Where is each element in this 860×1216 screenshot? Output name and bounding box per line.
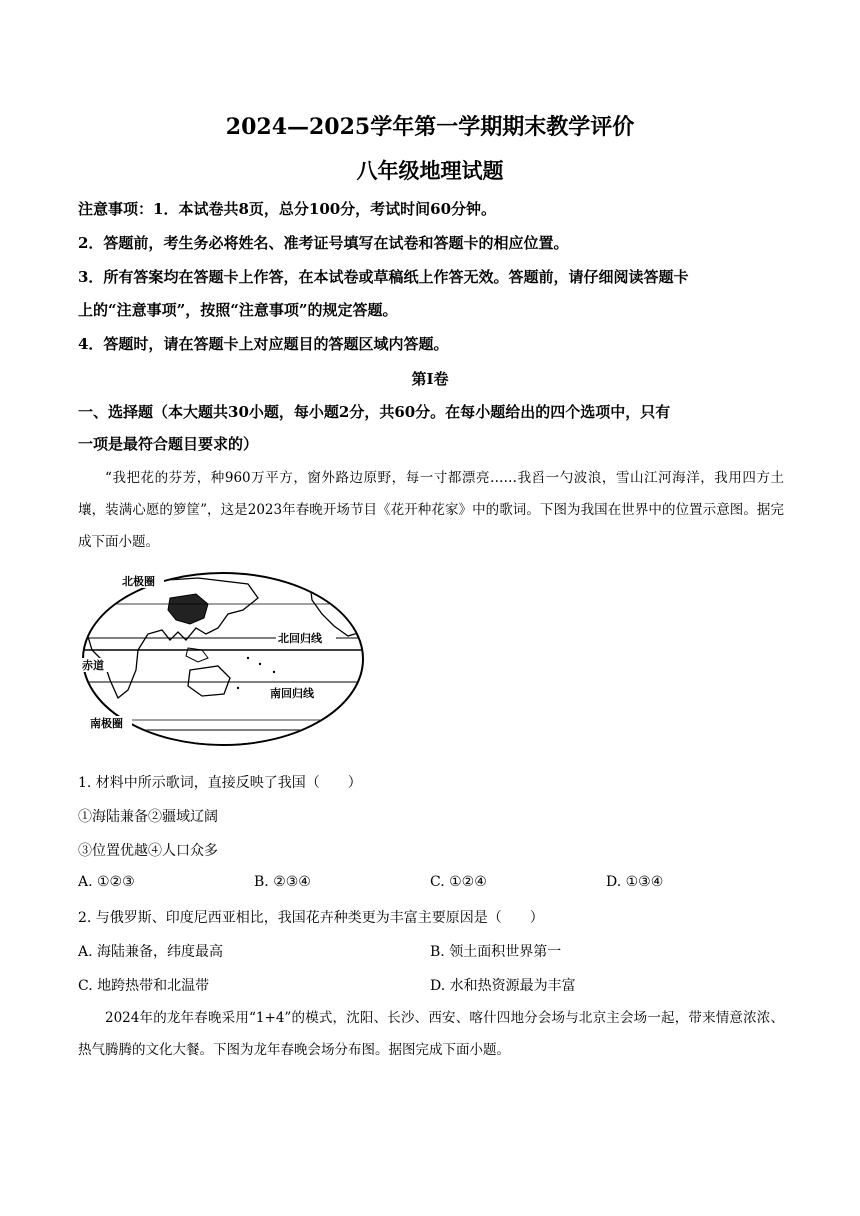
exam-title: 2024—2025学年第一学期期末教学评价 xyxy=(225,114,635,140)
question-1-stem: 1. 材料中所示歌词，直接反映了我国（ ） xyxy=(78,775,362,791)
note-1: 注意事项：1．本试卷共8页，总分100分，考试时间60分钟。 xyxy=(78,200,497,218)
world-map-figure xyxy=(78,570,368,748)
label-antarctic: 南极圈 xyxy=(90,717,123,730)
question-2-stem: 2. 与俄罗斯、印度尼西亚相比，我国花卉种类更为丰富主要原因是（ ） xyxy=(78,910,544,926)
note-4: 4．答题时，请在答题卡上对应题目的答题区域内答题。 xyxy=(78,335,449,353)
q2-option-d[interactable]: D. 水和热资源最为丰富 xyxy=(430,978,576,994)
q1-option-c[interactable]: C. ①②④ xyxy=(430,874,487,890)
q2-option-b[interactable]: B. 领土面积世界第一 xyxy=(430,944,562,960)
label-equator: 赤道 xyxy=(82,659,104,672)
q2-option-a[interactable]: A. 海陆兼备，纬度最高 xyxy=(78,944,224,960)
section-heading-a: 一、选择题（本大题共30小题，每小题2分，共60分。在每小题给出的四个选项中，只有 xyxy=(78,403,671,421)
note-2: 2．答题前，考生务必将姓名、准考证号填写在试卷和答题卡的相应位置。 xyxy=(78,234,569,252)
label-tropic-cancer: 北回归线 xyxy=(278,632,322,645)
passage-1: “我把花的芬芳，种960万平方，窗外路边原野，每一寸都漂亮……我舀一勺波浪，雪山江河海洋，我用四方土壤，装满心愿的箩筐”，这是2023年春晚开场节目《花开种花家》中的歌词。下图为我国在世界中的位置示意图。据完成下面小题。 xyxy=(78,470,784,550)
label-tropic-capricorn: 南回归线 xyxy=(270,687,314,700)
q1-option-b[interactable]: B. ②③④ xyxy=(254,874,311,890)
q1-option-a[interactable]: A. ①②③ xyxy=(78,874,135,890)
section-heading-b: 一项是最符合题目要求的） xyxy=(78,435,259,453)
passage-2: 2024年的龙年春晚采用“1+4”的模式，沈阳、长沙、西安、喀什四地分会场与北京主会场一起，带来情意浓浓、热气腾腾的文化大餐。下图为龙年春晚会场分布图。据图完成下面小题。 xyxy=(78,1010,784,1058)
question-1-line-1: ①海陆兼备②疆域辽阔 xyxy=(78,809,218,825)
q2-option-c[interactable]: C. 地跨热带和北温带 xyxy=(78,978,210,994)
note-3a: 3．所有答案均在答题卡上作答，在本试卷或草稿纸上作答无效。答题前，请仔细阅读答题卡 xyxy=(78,268,689,286)
note-3b: 上的“注意事项”，按照“注意事项”的规定答题。 xyxy=(78,301,398,319)
question-1-line-2: ③位置优越④人口众多 xyxy=(78,843,218,859)
volume-heading: 第Ⅰ卷 xyxy=(411,370,449,388)
label-arctic: 北极圈 xyxy=(122,575,155,588)
exam-subtitle: 八年级地理试题 xyxy=(356,158,504,183)
q1-option-d[interactable]: D. ①③④ xyxy=(606,874,664,890)
